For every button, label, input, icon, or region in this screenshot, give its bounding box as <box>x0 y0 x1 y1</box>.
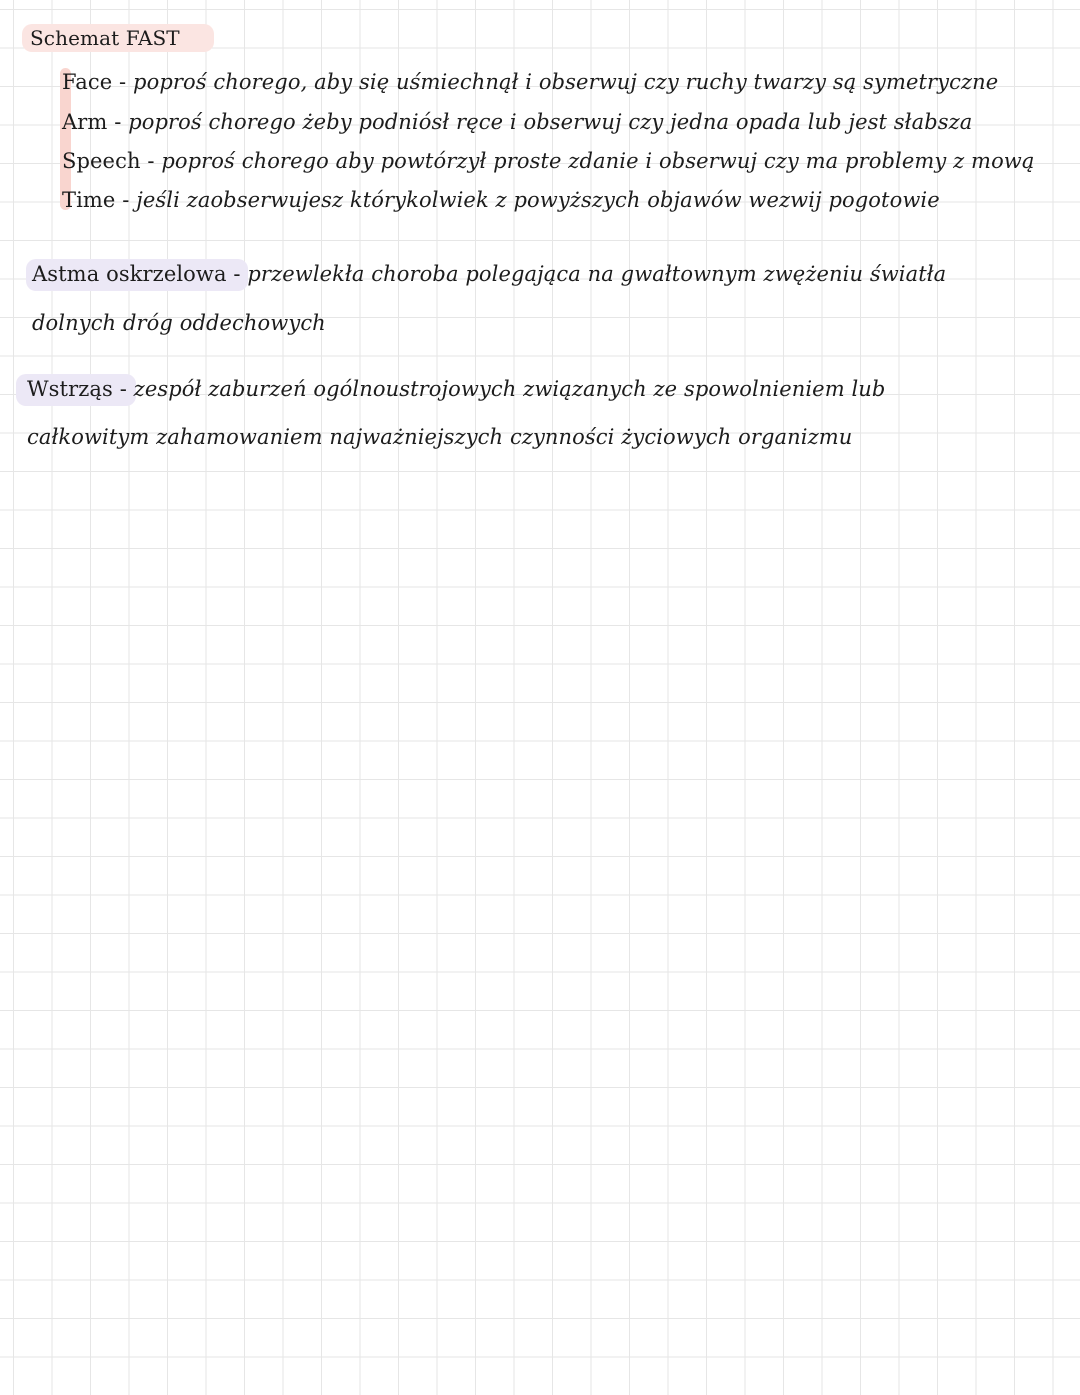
separator: - <box>119 377 127 401</box>
definition-text: przewlekła choroba polegająca na gwałtownym zwężeniu światła <box>247 262 947 286</box>
fast-text: poproś chorego aby powtórzył proste zdanie i obserwuj czy ma problemy z mową <box>161 149 1035 173</box>
fast-text: poproś chorego, aby się uśmiechnął i obserwuj czy ruchy twarzy są symetryczne <box>133 70 999 94</box>
fast-term: Speech <box>62 149 141 173</box>
fast-item-face <box>62 68 998 96</box>
separator: - <box>233 262 241 286</box>
separator: - <box>114 110 122 134</box>
fast-text: poproś chorego żeby podniósł ręce i obserwuj czy jedna opada lub jest słabsza <box>128 110 973 134</box>
definition-shock-line2: całkowitym zahamowaniem najważniejszych czynności życiowych organizmu <box>27 425 853 449</box>
fast-item-time <box>62 186 940 214</box>
separator: - <box>147 149 155 173</box>
fast-item-speech <box>62 147 1035 175</box>
definition-term: Wstrząs <box>27 377 113 401</box>
fast-term: Time <box>62 188 116 212</box>
definition-asthma-line1 <box>32 260 946 288</box>
fast-term: Face <box>62 70 113 94</box>
fast-item-arm <box>62 108 972 136</box>
fast-text: jeśli zaobserwujesz którykolwiek z powyższych objawów wezwij pogotowie <box>136 188 940 212</box>
definition-shock-line1 <box>27 375 885 403</box>
fast-term: Arm <box>62 110 108 134</box>
separator: - <box>122 188 130 212</box>
section-title: Schemat FAST <box>30 26 180 50</box>
definition-term: Astma oskrzelowa <box>32 262 227 286</box>
definition-asthma-line2: dolnych dróg oddechowych <box>32 311 326 335</box>
separator: - <box>119 70 127 94</box>
definition-text: zespół zaburzeń ogólnoustrojowych związanych ze spowolnieniem lub <box>133 377 886 401</box>
